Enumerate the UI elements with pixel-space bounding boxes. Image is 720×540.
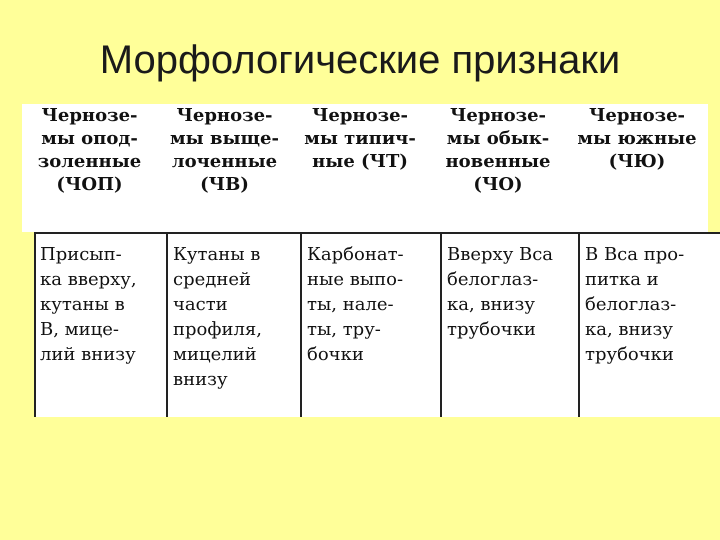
header-cho: Чернозе- мы обык- новенные (ЧО)	[445, 105, 551, 195]
column-divider	[166, 234, 168, 417]
slide-title: Морфологические признаки	[99, 38, 621, 82]
cell-cht: Карбонат- ные выпо- ты, нале- ты, тру- бочки	[307, 244, 404, 365]
header-chv: Чернозе- мы выще- лоченные (ЧВ)	[170, 105, 279, 195]
cell-cho: Вверху Вса белоглаз- ка, внизу трубочки	[447, 244, 554, 340]
table-header-row	[22, 104, 708, 232]
table-body-row	[34, 232, 720, 417]
cell-chop: Присып- ка вверху, кутаны в В, мице- лий внизу	[40, 244, 137, 365]
cell-chv: Кутаны в средней части профиля, мицелий внизу	[173, 244, 262, 390]
column-divider	[578, 234, 580, 417]
column-divider	[300, 234, 302, 417]
column-divider	[440, 234, 442, 417]
cell-chyu: В Вса про- питка и белоглаз- ка, внизу трубочки	[585, 244, 685, 365]
header-chop: Чернозе- мы опод- золенные (ЧОП)	[37, 105, 142, 195]
column-divider	[34, 234, 36, 417]
header-chyu: Чернозе- мы южные (ЧЮ)	[577, 105, 697, 172]
header-cht: Чернозе- мы типич- ные (ЧТ)	[304, 105, 416, 172]
